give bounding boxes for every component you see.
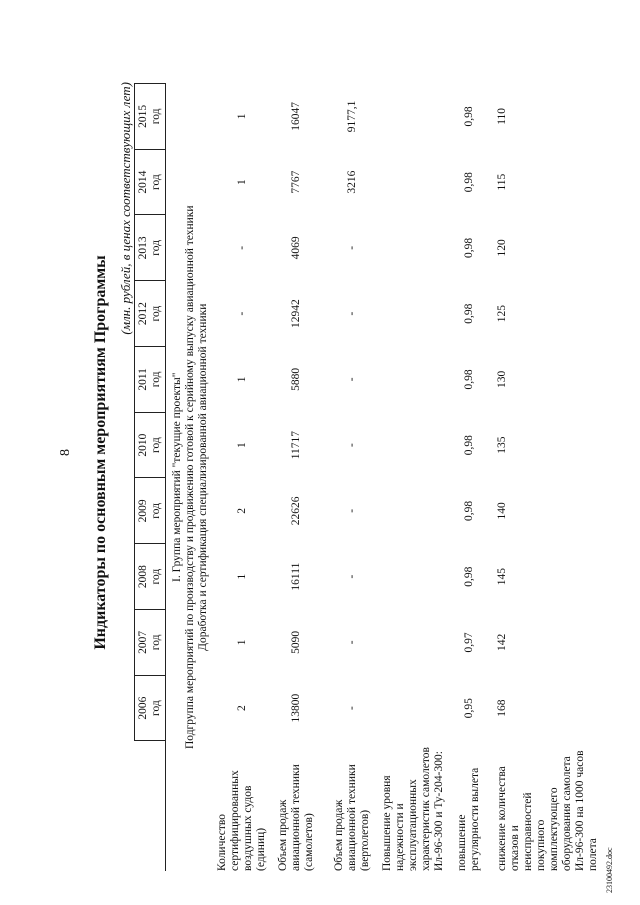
- table-cell: 0,98: [462, 566, 475, 587]
- table-row: [268, 84, 324, 872]
- table-cell: 0,98: [462, 237, 475, 258]
- table-cell: 5090: [289, 630, 302, 654]
- table-cell: 130: [496, 370, 508, 388]
- table-cell: -: [345, 706, 358, 711]
- year-header-cell: 2014 год: [135, 149, 166, 215]
- table-cell: 0,98: [462, 500, 475, 521]
- group-heading: I. Группа мероприятий "текущие проекты": [171, 372, 183, 582]
- table-row: [446, 84, 492, 872]
- table-cell: 0,95: [462, 698, 475, 719]
- table-cell: 22626: [289, 496, 302, 526]
- subgroup-heading-row: [184, 84, 197, 872]
- table-cell: 16047: [289, 102, 302, 131]
- indicators-table: [134, 83, 600, 871]
- header-blank-cell: [135, 741, 166, 871]
- year-header-cell: 2007 год: [135, 610, 166, 676]
- table-cell: 140: [496, 502, 508, 520]
- table-cell: -: [345, 574, 358, 579]
- row-label: Количество сертифицированных воздушных судов (единиц): [216, 770, 267, 871]
- subgroup-heading: Подгруппа мероприятий по производству и продвижению готовой к серийному выпуску авиационной техники: [184, 205, 196, 750]
- row-label: снижение количества отказов и неисправностей покупного комплектующего оборудования самолета Ил-96-300 на 1000 часов полета: [496, 750, 599, 871]
- table-cell: 1: [235, 113, 248, 120]
- table-cell: 3216: [345, 170, 358, 194]
- table-cell: 1: [235, 376, 248, 383]
- table-cell: [380, 281, 446, 347]
- table-cell: 0,97: [462, 632, 475, 653]
- table-cell: 135: [496, 436, 508, 454]
- table-cell: -: [345, 311, 358, 316]
- year-header-cell: 2013 год: [135, 215, 166, 281]
- table-cell: 110: [496, 107, 508, 125]
- table-cell: 2: [235, 508, 248, 514]
- table-cell: [380, 215, 446, 281]
- table-cell: [380, 675, 446, 741]
- year-header-cell: 2012 год: [135, 281, 166, 347]
- table-cell: 115: [496, 173, 508, 191]
- table-cell: 1: [235, 179, 248, 185]
- table-cell: [380, 544, 446, 610]
- table-cell: [380, 149, 446, 215]
- table-cell: [380, 478, 446, 544]
- table-cell: [380, 347, 446, 413]
- table-cell: 1: [235, 442, 248, 448]
- table-cell: 16111: [289, 562, 302, 591]
- table-cell: 0,98: [462, 435, 475, 456]
- table-row: [216, 84, 268, 872]
- table-cell: -: [345, 377, 358, 382]
- year-header-cell: 2006 год: [135, 675, 166, 741]
- table-cell: 145: [496, 568, 508, 586]
- section-heading-row: [197, 84, 216, 872]
- row-label: Повышение уровня надежности и эксплуатационных характеристик самолетов Ил-96-300 и Ту-204-300:: [380, 747, 445, 871]
- table-cell: 142: [496, 633, 508, 651]
- table-cell: 4069: [289, 236, 302, 260]
- table-cell: [380, 84, 446, 150]
- table-cell: 12942: [289, 299, 302, 328]
- table-cell: [380, 610, 446, 676]
- table-cell: -: [345, 245, 358, 250]
- table-cell: -: [235, 245, 248, 250]
- year-header-cell: 2010 год: [135, 412, 166, 478]
- table-cell: 2: [235, 705, 248, 711]
- group-heading-row: [166, 84, 185, 872]
- table-cell: 0,98: [462, 369, 475, 390]
- footer-filename: 23100492.doc: [605, 847, 614, 893]
- table-cell: 11717: [289, 430, 302, 460]
- table-cell: 168: [496, 699, 508, 717]
- year-header-cell: 2009 год: [135, 478, 166, 544]
- table-cell: [380, 412, 446, 478]
- page-title: Индикаторы по основным мероприятиям Программы: [92, 255, 109, 650]
- table-cell: 0,98: [462, 172, 475, 193]
- table-cell: -: [345, 640, 358, 645]
- table-cell: -: [345, 443, 358, 448]
- table-cell: 0,98: [462, 303, 475, 324]
- page-number: 8: [58, 449, 73, 456]
- table-cell: 125: [496, 305, 508, 323]
- year-header-cell: 2008 год: [135, 544, 166, 610]
- row-label: Объем продаж авиационной техники (самолетов): [276, 764, 315, 871]
- row-label: повышение регулярности вылета: [456, 767, 481, 871]
- table-cell: 120: [496, 239, 508, 257]
- table-cell: -: [235, 311, 248, 316]
- table-row: [324, 84, 380, 872]
- table-cell: 1: [235, 573, 248, 580]
- table-cell: 5880: [289, 367, 302, 391]
- table-cell: 1: [235, 639, 248, 646]
- table-cell: 13800: [289, 693, 302, 723]
- table-cell: 7767: [289, 170, 302, 194]
- year-header-cell: 2011 год: [135, 347, 166, 413]
- table-cell: 9177,1: [345, 100, 358, 133]
- units-note: (млн. рублей, в ценах соответствующих лет): [118, 82, 133, 335]
- year-header-cell: 2015 год: [135, 84, 166, 150]
- table-row: [380, 84, 446, 872]
- section-heading: Доработка и сертификация специализированной авиационной техники: [197, 303, 209, 651]
- row-label: Объем продаж авиационной техники (вертолетов): [332, 764, 371, 871]
- table-cell: 0,98: [462, 106, 475, 127]
- table-row: [492, 84, 600, 872]
- year-header-row: [135, 84, 166, 872]
- table-cell: -: [345, 508, 358, 513]
